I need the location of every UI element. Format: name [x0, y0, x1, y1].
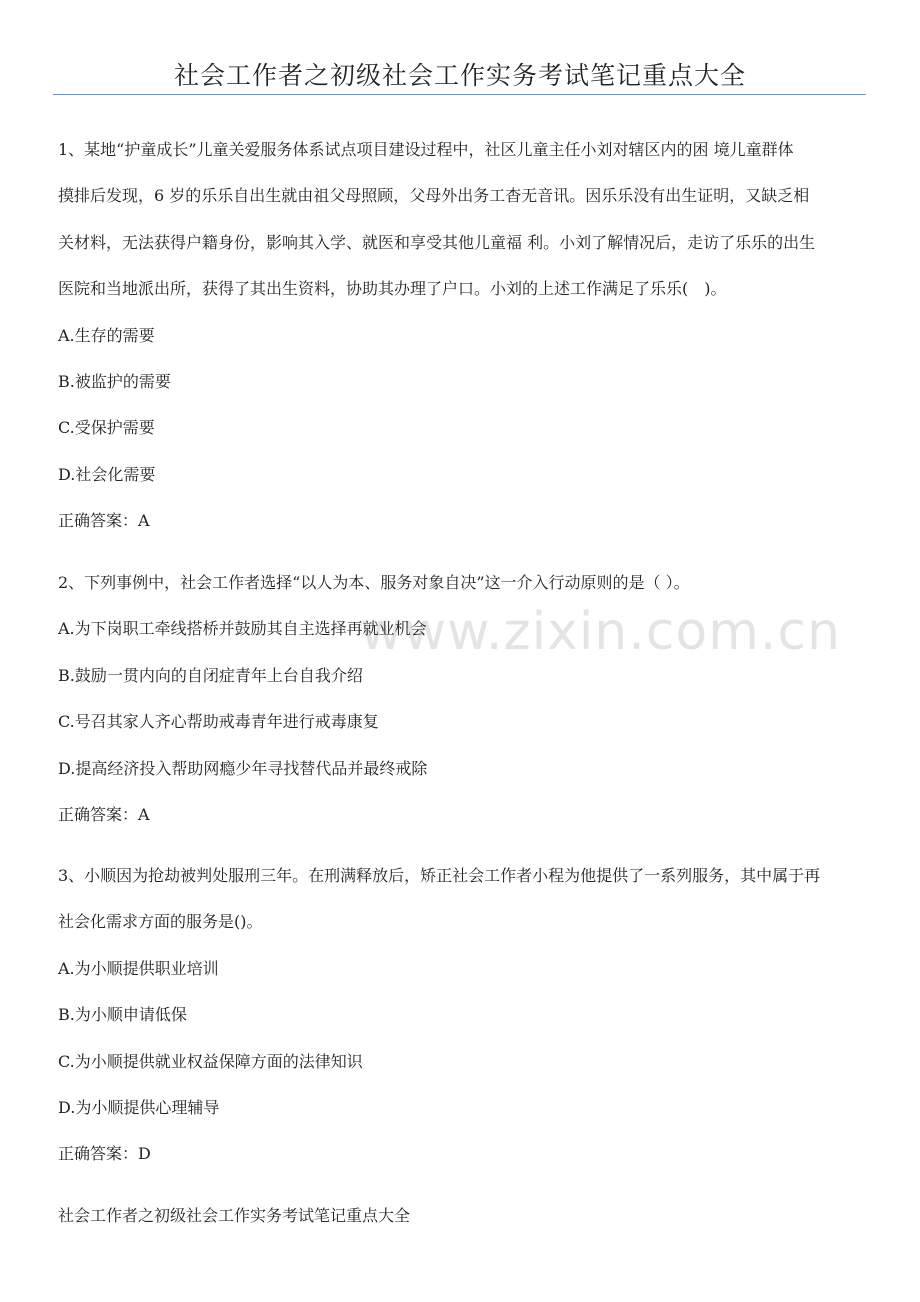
answer-line: 正确答案：D — [58, 1144, 151, 1163]
document-title: 社会工作者之初级社会工作实务考试笔记重点大全 — [173, 61, 746, 90]
question-stem-line: 医院和当地派出所，获得了其出生资料，协助其办理了户口。小刘的上述工作满足了乐乐( )。 — [58, 279, 727, 298]
option-c: C.号召其家人齐心帮助戒毒青年进行戒毒康复 — [58, 712, 379, 731]
option-a: A.生存的需要 — [58, 326, 155, 345]
option-d: D.社会化需要 — [58, 465, 156, 484]
question-stem-line: 2、下列事例中，社会工作者选择“以人为本、服务对象自决”这一介入行动原则的是（ ）。 — [58, 573, 690, 592]
option-b: B.鼓励一贯内向的自闭症青年上台自我介绍 — [58, 666, 363, 685]
option-a: A.为下岗职工牵线搭桥并鼓励其自主选择再就业机会 — [58, 619, 427, 638]
question-stem-line: 摸排后发现，6 岁的乐乐自出生就由祖父母照顾，父母外出务工杳无音讯。因乐乐没有出生证明，又缺乏相 — [58, 186, 810, 205]
answer-line: 正确答案：A — [58, 511, 150, 530]
option-d: D.为小顺提供心理辅导 — [58, 1098, 220, 1117]
question-stem-line: 关材料，无法获得户籍身份，影响其入学、就医和享受其他儿童福 利。小刘了解情况后，走访了乐乐的出生 — [58, 233, 816, 252]
question-stem-line: 3、小顺因为抢劫被判处服刑三年。在刑满释放后，矫正社会工作者小程为他提供了一系列服务，其中属于再 — [58, 866, 821, 885]
title-divider — [53, 94, 866, 95]
option-c: C.为小顺提供就业权益保障方面的法律知识 — [58, 1052, 363, 1071]
footer-title: 社会工作者之初级社会工作实务考试笔记重点大全 — [58, 1206, 411, 1225]
watermark: www.zixin.com.cn — [360, 602, 841, 662]
option-d: D.提高经济投入帮助网瘾少年寻找替代品并最终戒除 — [58, 759, 428, 778]
question-stem-line: 1、某地“护童成长”儿童关爱服务体系试点项目建设过程中，社区儿童主任小刘对辖区内的困 境儿童群体 — [58, 140, 794, 159]
question-stem-line: 社会化需求方面的服务是()。 — [58, 912, 263, 931]
answer-line: 正确答案：A — [58, 805, 150, 824]
option-b: B.为小顺申请低保 — [58, 1005, 187, 1024]
option-c: C.受保护需要 — [58, 418, 155, 437]
option-a: A.为小顺提供职业培训 — [58, 959, 219, 978]
option-b: B.被监护的需要 — [58, 372, 171, 391]
